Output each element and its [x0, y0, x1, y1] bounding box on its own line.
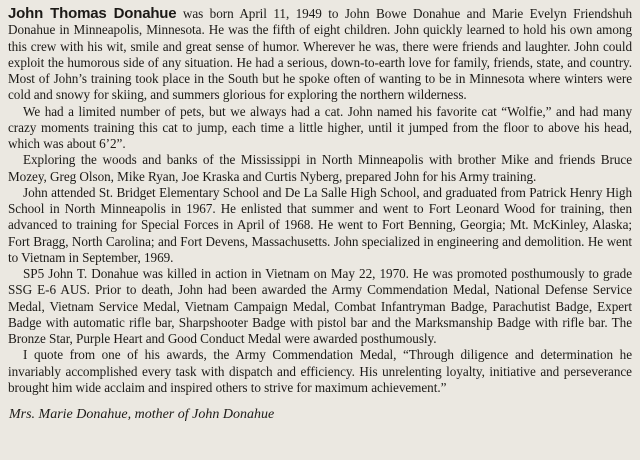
paragraph-education-training: John attended St. Bridget Elementary School and De La Salle High School, and graduated from Patrick Henry High School in North Minneapolis in 1967. He enlisted that summer and went to Fort Leonard Wood for training, then advanced to training for Special Forces in April of 1968. He went to Fort Benning, Georgia; Mt. McKinley, Alaska; Fort Bragg, North Carolina; and Fort Devens, Massachusetts. John specialized in engineering and demolition. He went to Vietnam in September, 1969.: [8, 184, 632, 265]
signature: Mrs. Marie Donahue, mother of John Donahue: [9, 407, 275, 422]
memorial-article: [8, 6, 632, 423]
paragraph-biography: [8, 6, 632, 104]
paragraph-service-awards: SP5 John T. Donahue was killed in action in Vietnam on May 22, 1970. He was promoted posthumously to grade SSG E-6 AUS. Prior to death, John had been awarded the Army Commendation Medal, National Defense Service Medal, Vietnam Service Medal, Vietnam Campaign Medal, Combat Infantryman Badge, Parachutist Badge, Expert Badge with automatic rifle bar, Sharpshooter Badge with pistol bar and the Marksmanship Badge with rifle bar. The Bronze Star, Purple Heart and Good Conduct Medal were awarded posthumously.: [8, 266, 632, 346]
paragraph-pets: We had a limited number of pets, but we always had a cat. John named his favorite cat “Wolfie,” and had many crazy moments training this cat to jump, each time a little higher, until it jumped from the floor to above his head, which was about 6’2”.: [8, 103, 632, 151]
paragraph-commendation-quote: I quote from one of his awards, the Army Commendation Medal, “Through diligence and determination he invariably accomplished every task with dispatch and efficiency. His unrelenting loyalty, initiative and perseverance brought him wide acclaim and inspired others to strive for maximum achievement.”: [8, 347, 632, 395]
paragraph-exploring: Exploring the woods and banks of the Mississippi in North Minneapolis with brother Mike and friends Bruce Mozey, Greg Olson, Mike Ryan, Joe Kraska and Curtis Nyberg, prepared John for his Army training.: [8, 152, 632, 184]
paragraph-biography-text: was born April 11, 1949 to John Bowe Donahue and Marie Evelyn Friendshuh Donahue in Minneapolis, Minnesota. He was the fifth of eight children. John quickly learned to hold his own among this crew with his wit, smile and great sense of humor. Wherever he was, there were friends and laughter. John could exploit the humorous side of any situation. He had a serious, down-to-earth love for family, friends, state, and country. Most of John’s training took place in the South but he spoke often of wanting to be in Minnesota where winters were cold and snowy for skiing, and summers glorious for exploring the northern wilderness.: [8, 6, 632, 103]
subject-name: John Thomas Donahue: [8, 5, 177, 22]
